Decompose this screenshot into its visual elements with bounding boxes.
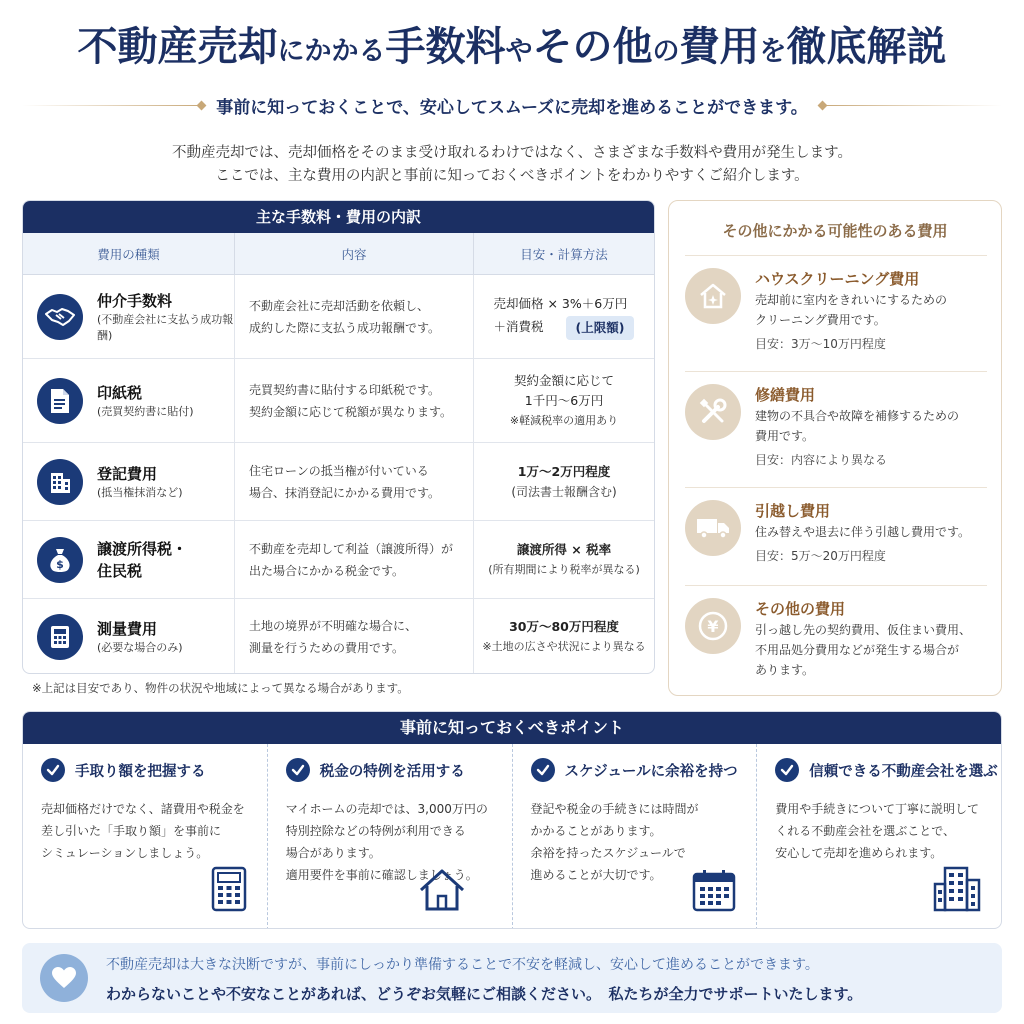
subtitle: 事前に知っておくことで、安心してスムーズに売却を進めることができます。 <box>216 97 808 118</box>
key-point-title: 税金の特例を活用する <box>319 763 465 780</box>
fee-est-cell <box>474 359 654 442</box>
column-header: 目安・計算方法 <box>520 246 608 262</box>
title-part: 手数料 <box>385 23 506 70</box>
intro-line: 不動産売却では、売却価格をそのまま受け取れるわけではなく、さまざまな手数料や費用が発生します。 <box>171 145 853 161</box>
divider <box>822 105 1002 106</box>
fee-table-title: 主な手数料・費用の内訳 <box>23 201 654 233</box>
check-icon <box>286 758 310 782</box>
table-row <box>23 443 654 521</box>
heart-icon <box>40 954 88 1002</box>
other-cost-name: その他の費用 <box>755 600 846 618</box>
fee-desc: 土地の境界が不明確な場合に、 <box>249 619 418 633</box>
other-cost-desc: 売却前に室内をきれいにするための <box>755 293 948 307</box>
key-point-text: 登記や税金の手続きには時間が <box>530 802 699 816</box>
title-part: 不動産売却 <box>77 23 278 70</box>
fee-est: 契約金額に応じて <box>513 372 614 388</box>
fee-desc: 出た場合にかかる税金です。 <box>249 563 405 578</box>
key-point-text: 適用要件を事前に確認しましょう。 <box>285 868 478 882</box>
table-row <box>23 521 654 599</box>
footer-message <box>22 943 1002 1013</box>
fee-note: ※土地の広さや状況により異なる <box>482 640 646 653</box>
calculator-icon <box>37 614 83 660</box>
key-point-text: くれる不動産会社を選ぶことで、 <box>775 824 956 838</box>
fee-desc: 成約した際に支払う成功報酬です。 <box>249 320 441 335</box>
fee-sub: (不動産会社に支払う成功報酬) <box>97 312 234 342</box>
fee-name: 印紙税 <box>97 383 143 402</box>
page-title <box>0 14 1024 85</box>
key-point-title: 手取り額を把握する <box>75 763 206 780</box>
check-icon <box>775 758 799 782</box>
other-cost-desc: 住み替えや退去に伴う引越し費用です。 <box>755 525 971 539</box>
other-cost-item <box>685 585 987 680</box>
money-bag-icon <box>37 537 83 583</box>
fee-est-cell <box>474 521 654 598</box>
table-row <box>23 275 654 359</box>
calendar-icon <box>692 868 736 916</box>
fee-table <box>22 200 655 674</box>
title-part: その他 <box>532 23 653 70</box>
key-point-text: 特別控除などの特例が利用できる <box>285 824 466 838</box>
other-cost-desc: クリーニング費用です。 <box>755 313 886 327</box>
fee-desc-cell <box>235 599 474 674</box>
other-costs-panel <box>668 200 1002 696</box>
key-points-title: 事前に知っておくべきポイント <box>23 712 1001 744</box>
truck-icon <box>685 500 741 556</box>
fee-est-cell <box>474 599 654 674</box>
intro-line: ここでは、主な費用の内訳と事前に知っておくべきポイントをわかりやすくご紹介します。 <box>215 168 809 184</box>
fee-desc-cell <box>235 275 474 358</box>
key-point-text: 費用や手続きについて丁寧に説明して <box>775 802 980 816</box>
title-part: 費用 <box>679 23 760 70</box>
subtitle-row <box>22 92 1002 118</box>
fee-name: 仲介手数料 <box>97 291 173 310</box>
column-header: 費用の種類 <box>23 233 235 274</box>
key-point-text: 差し引いた「手取り額」を事前に <box>41 824 222 838</box>
title-part: にかかる <box>277 36 386 67</box>
key-point-title: スケジュールに余裕を持つ <box>564 763 738 780</box>
other-cost-desc: あります。 <box>755 663 815 677</box>
svg-text:¥: ¥ <box>707 617 719 636</box>
other-cost-name: ハウスクリーニング費用 <box>755 270 920 288</box>
tools-icon <box>685 384 741 440</box>
key-point-text: 進めることが大切です。 <box>530 868 662 882</box>
fee-sub: (抵当権抹消など) <box>97 485 183 499</box>
calculator-icon <box>211 866 247 916</box>
house-sparkle-icon <box>685 268 741 324</box>
fee-desc-cell <box>235 359 474 442</box>
key-point <box>268 744 513 929</box>
fee-note: (所有期間により税率が異なる) <box>488 562 640 576</box>
footer-line: わからないことや不安なことがあれば、どうぞお気軽にご相談ください。 私たちが全力でサポートいたします。 <box>106 985 863 1003</box>
fee-note: ※軽減税率の適用あり <box>509 413 619 427</box>
fee-est-cell <box>474 443 654 520</box>
key-point-text: 売却価格だけでなく、諸費用や税金を <box>41 802 245 816</box>
check-icon <box>41 758 65 782</box>
key-point-text: 安心して売却を進められます。 <box>775 846 943 860</box>
fee-type-cell <box>23 443 235 520</box>
table-row <box>23 359 654 443</box>
fee-desc: 不動産会社に売却活動を依頼し、 <box>249 298 430 313</box>
key-point-text: かかることがあります。 <box>530 824 662 838</box>
key-points-section <box>22 711 1002 929</box>
table-row <box>23 599 654 674</box>
fee-name: 住民税 <box>97 561 143 580</box>
other-cost-est: 目安：3万〜10万円程度 <box>755 337 886 351</box>
fee-name: 譲渡所得税・ <box>97 539 188 558</box>
key-point <box>757 744 1001 929</box>
fee-name: 登記費用 <box>97 464 158 483</box>
title-part: の <box>652 36 680 67</box>
other-cost-desc: 費用です。 <box>755 429 815 443</box>
key-point-text: マイホームの売却では、3,000万円の <box>285 802 488 816</box>
other-cost-desc: 引っ越し先の契約費用、仮住まい費用、 <box>755 623 972 637</box>
key-point <box>513 744 758 929</box>
key-point-text: シミュレーションしましょう。 <box>41 846 209 860</box>
fee-sub: (必要な場合のみ) <box>97 641 183 654</box>
fee-desc: 売買契約書に貼付する印紙税です。 <box>249 382 441 397</box>
fee-type-cell <box>23 521 235 598</box>
handshake-icon <box>37 294 83 340</box>
other-cost-est: 目安：5万〜20万円程度 <box>755 549 886 563</box>
fee-desc-cell <box>235 521 474 598</box>
other-cost-name: 修繕費用 <box>755 386 816 404</box>
fee-est-cell <box>474 275 654 358</box>
fee-desc-cell <box>235 443 474 520</box>
fee-desc: 契約金額に応じて税額が異なります。 <box>249 404 453 419</box>
fee-desc: 住宅ローンの抵当権が付いている <box>249 463 429 478</box>
fee-type-cell <box>23 275 235 358</box>
table-note: ※上記は目安であり、物件の状況や地域によって異なる場合があります。 <box>32 681 409 695</box>
fee-type-cell <box>23 359 235 442</box>
fee-desc: 場合、抹消登記にかかる費用です。 <box>249 485 441 500</box>
fee-est: ＋消費税 <box>493 318 544 334</box>
fee-desc: 測量を行うための費用です。 <box>249 641 405 655</box>
title-part: 徹底解説 <box>786 23 947 70</box>
house-icon <box>418 868 466 916</box>
title-part: を <box>759 36 787 67</box>
key-point-title: 信頼できる不動産会社を選ぶ <box>809 763 998 780</box>
fee-name: 測量費用 <box>97 620 158 638</box>
building-icon <box>37 459 83 505</box>
key-point-text: 余裕を持ったスケジュールで <box>530 846 686 860</box>
intro-text <box>0 142 1024 188</box>
fee-note: (司法書士報酬含む) <box>511 484 617 499</box>
other-cost-est: 目安：内容により異なる <box>755 453 888 467</box>
other-cost-desc: 建物の不具合や故障を補修するための <box>755 409 960 423</box>
fee-est: 売却価格 × 3%＋6万円 <box>493 295 628 311</box>
document-icon <box>37 378 83 424</box>
fee-est: 譲渡所得 × 税率 <box>516 541 612 557</box>
yen-coin-icon <box>685 598 741 654</box>
check-icon <box>531 758 555 782</box>
fee-desc: 不動産を売却して利益（譲渡所得）が <box>249 541 454 556</box>
office-building-icon <box>933 866 981 916</box>
upper-limit-badge: (上限額) <box>566 316 635 340</box>
fee-est: 30万〜80万円程度 <box>509 619 619 634</box>
other-cost-item <box>685 487 987 566</box>
fee-est: 1千円〜6万円 <box>524 392 604 408</box>
fee-type-cell <box>23 599 235 674</box>
fee-est: 1万〜2万円程度 <box>517 463 611 479</box>
key-point <box>23 744 268 929</box>
fee-table-header <box>23 233 654 275</box>
key-point-text: 場合があります。 <box>285 846 381 860</box>
other-cost-name: 引越し費用 <box>755 502 831 520</box>
footer-line: 不動産売却は大きな決断ですが、事前にしっかり準備することで不安を軽減し、安心して進めることができます。 <box>106 957 819 973</box>
divider <box>22 105 202 106</box>
svg-text:$: $ <box>56 557 64 571</box>
fee-sub: (売買契約書に貼付) <box>97 404 194 418</box>
other-cost-desc: 不用品処分費用などが発生する場合が <box>755 643 960 657</box>
other-costs-title: その他にかかる可能性のある費用 <box>722 222 948 240</box>
column-header: 内容 <box>235 233 474 274</box>
title-part: や <box>505 36 533 67</box>
other-cost-item <box>685 255 987 354</box>
other-cost-item <box>685 371 987 470</box>
